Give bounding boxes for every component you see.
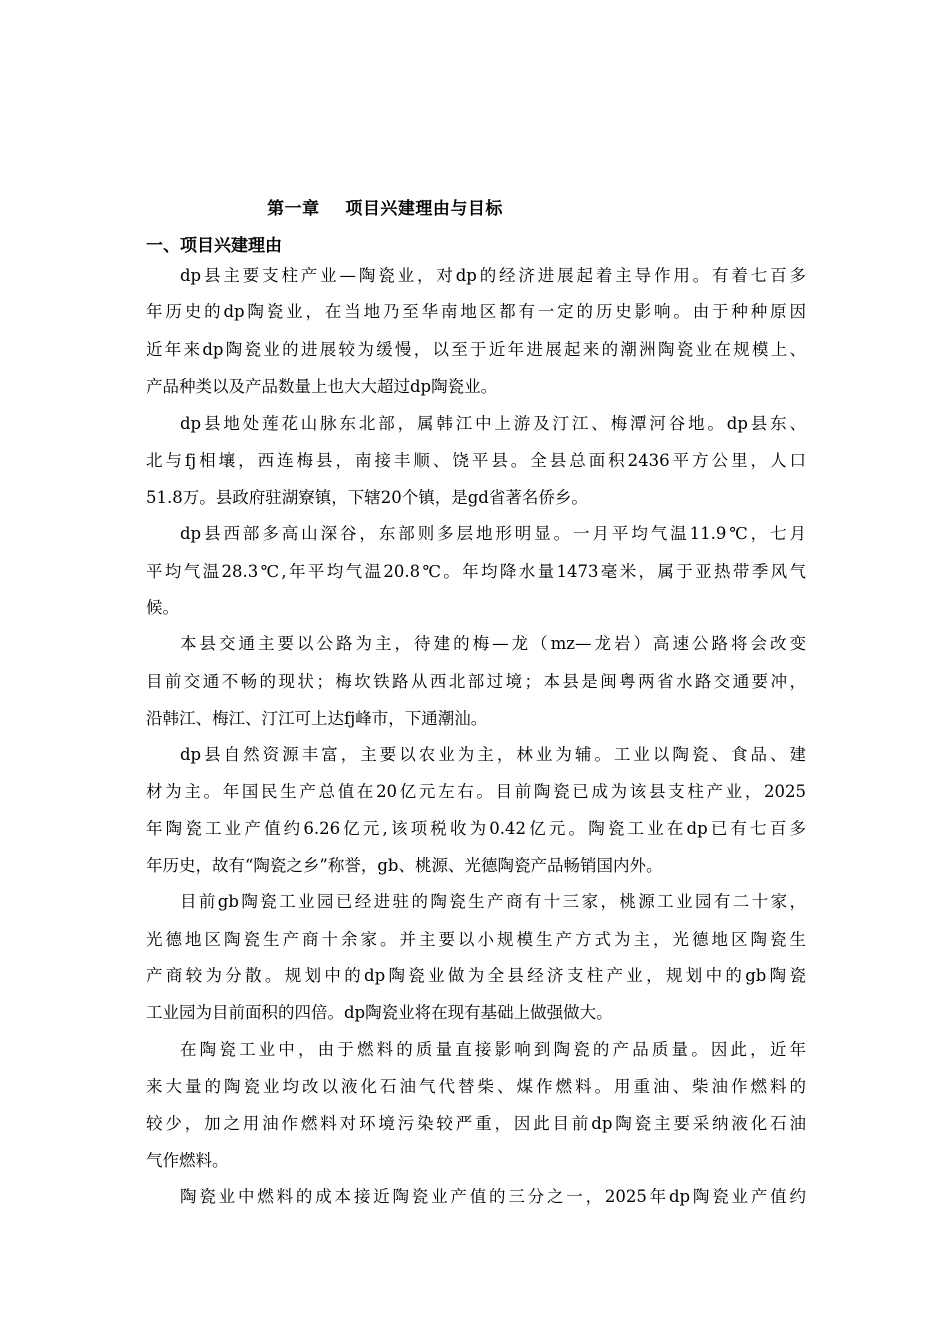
paragraph-line: 本县交通主要以公路为主，待建的梅—龙（mz—龙岩）高速公路将会改变: [180, 634, 806, 653]
paragraph-line: 平均气温28.3℃,年平均气温20.8℃。年均降水量1473毫米，属于亚热带季风气: [146, 562, 806, 581]
paragraph-line: 年历史，故有“陶瓷之乡”称誉，gb、桃源、光德陶瓷产品畅销国内外。: [146, 856, 663, 875]
paragraph-line: 候。: [146, 598, 179, 617]
paragraph-line: 气作燃料。: [146, 1151, 229, 1170]
paragraph-line: dp县主要支柱产业—陶瓷业，对dp的经济进展起着主导作用。有着七百多: [180, 266, 806, 285]
paragraph-line: 陶瓷业中燃料的成本接近陶瓷业产值的三分之一，2025年dp陶瓷业产值约: [180, 1187, 806, 1206]
paragraph-line: 产品种类以及产品数量上也大大超过dp陶瓷业。: [146, 377, 498, 396]
paragraph-line: 近年来dp陶瓷业的进展较为缓慢，以至于近年进展起来的潮洲陶瓷业在规模上、: [146, 340, 806, 359]
paragraph-line: 产商较为分散。规划中的dp陶瓷业做为全县经济支柱产业，规划中的gb陶瓷: [146, 966, 806, 985]
chapter-title: 第一章 项目兴建理由与目标: [267, 199, 503, 219]
paragraph-line: 来大量的陶瓷业均改以液化石油气代替柴、煤作燃料。用重油、柴油作燃料的: [146, 1077, 806, 1096]
paragraph-line: 年历史的dp陶瓷业，在当地乃至华南地区都有一定的历史影响。由于种种原因: [146, 302, 806, 321]
paragraph-line: 年陶瓷工业产值约6.26亿元,该项税收为0.42亿元。陶瓷工业在dp已有七百多: [146, 819, 806, 838]
paragraph-line: dp县地处莲花山脉东北部，属韩江中上游及汀江、梅潭河谷地。dp县东、: [180, 414, 806, 433]
paragraph-line: dp县西部多高山深谷，东部则多层地形明显。一月平均气温11.9℃，七月: [180, 524, 806, 543]
paragraph-line: 51.8万。县政府驻湖寮镇，下辖20个镇，是gd省著名侨乡。: [146, 488, 588, 507]
paragraph-line: 较少，加之用油作燃料对环境污染较严重，因此目前dp陶瓷主要采纳液化石油: [146, 1114, 806, 1133]
paragraph-line: dp县自然资源丰富，主要以农业为主，林业为辅。工业以陶瓷、食品、建: [180, 745, 806, 764]
paragraph-line: 光德地区陶瓷生产商十余家。并主要以小规模生产方式为主，光德地区陶瓷生: [146, 930, 806, 949]
paragraph-line: 工业园为目前面积的四倍。dp陶瓷业将在现有基础上做强做大。: [146, 1003, 613, 1022]
section-title: 一、项目兴建理由: [146, 236, 282, 256]
paragraph-line: 目前gb陶瓷工业园已经进驻的陶瓷生产商有十三家，桃源工业园有二十家，: [180, 892, 806, 911]
paragraph-line: 目前交通不畅的现状；梅坎铁路从西北部过境；本县是闽粤两省水路交通要冲，: [146, 672, 806, 691]
paragraph-line: 在陶瓷工业中，由于燃料的质量直接影响到陶瓷的产品质量。因此，近年: [180, 1040, 806, 1059]
paragraph-line: 北与fj相壤，西连梅县，南接丰顺、饶平县。全县总面积2436平方公里，人口: [146, 451, 806, 470]
paragraph-line: 材为主。年国民生产总值在20亿元左右。目前陶瓷已成为该县支柱产业，2025: [146, 782, 806, 801]
paragraph-line: 沿韩江、梅江、汀江可上达fj峰市，下通潮汕。: [146, 709, 488, 728]
